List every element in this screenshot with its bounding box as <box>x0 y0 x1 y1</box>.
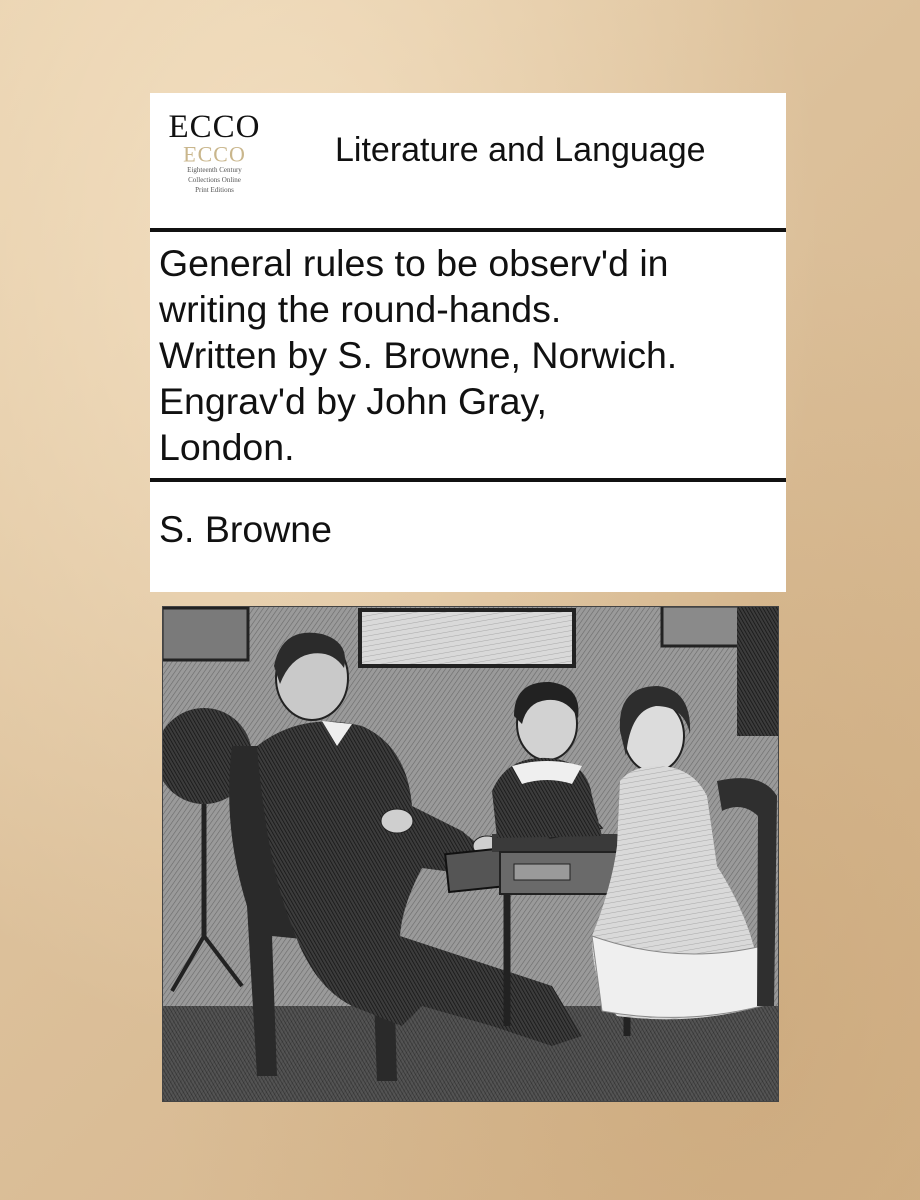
series-label: Literature and Language <box>335 131 706 169</box>
title-line: London. <box>159 426 295 468</box>
logo-line-1: Eighteenth Century <box>187 166 242 174</box>
title-line: writing the round-hands. <box>159 288 562 330</box>
title-line: Engrav'd by John Gray, <box>159 380 547 422</box>
author-panel <box>150 482 786 592</box>
book-title <box>159 240 779 470</box>
ecco-logo <box>162 103 267 218</box>
header-panel <box>150 93 786 228</box>
logo-line-2: Collections Online <box>188 176 241 184</box>
logo-main-text: ECCO <box>168 109 261 145</box>
book-author: S. Browne <box>159 508 332 550</box>
logo-line-3: Print Editions <box>195 186 234 194</box>
logo-mirror: ECCO <box>183 142 246 167</box>
title-panel <box>150 232 786 478</box>
title-line: Written by S. Browne, Norwich. <box>159 334 678 376</box>
engraving-image <box>162 606 779 1102</box>
cover-illustration <box>162 606 779 1102</box>
title-line: General rules to be observ'd in <box>159 242 669 284</box>
